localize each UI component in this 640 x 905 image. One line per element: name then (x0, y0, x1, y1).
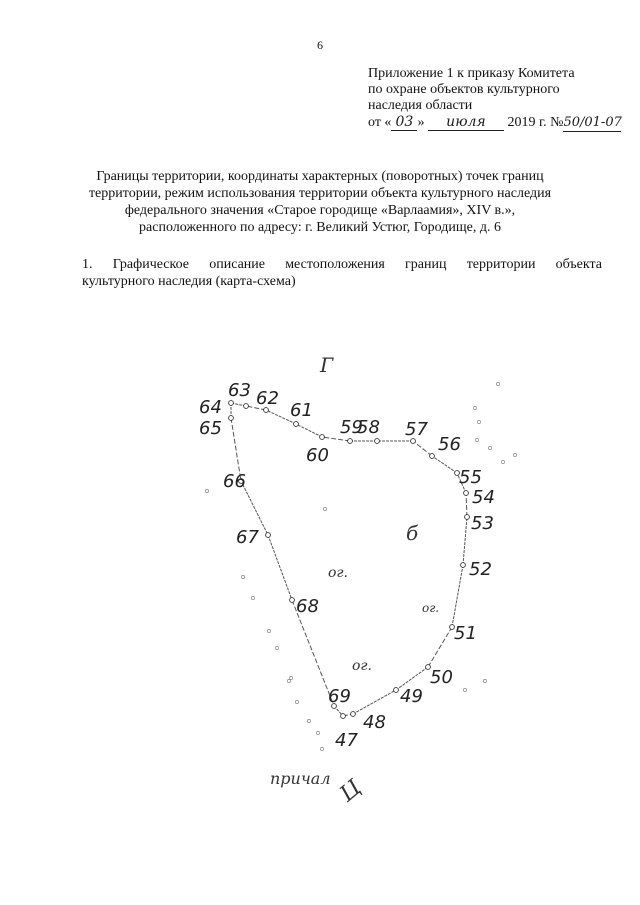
boundary-point-label: 59 (340, 417, 363, 438)
survey-dot (496, 382, 499, 385)
survey-dot (267, 629, 270, 632)
title-line-2: территории, режим использования территории объекта культурного наследия (88, 186, 552, 201)
date-day: 03 (391, 114, 417, 131)
date-year: 2019 г. № (507, 115, 564, 130)
title-line-1: Границы территории, координаты характерных (поворотных) точек границ (96, 169, 544, 184)
appendix-line-1: Приложение 1 к приказу Комитета (368, 66, 575, 81)
boundary-segment (432, 456, 457, 473)
boundary-point-marker (290, 598, 295, 603)
boundary-segment (452, 565, 463, 627)
boundary-point-label: 55 (459, 467, 482, 488)
page-number: 6 (317, 38, 323, 52)
section-line-1: 1. Графическое описание местоположения границ территории объекта (82, 257, 602, 272)
boundary-point-label: 69 (328, 686, 351, 707)
appendix-header (368, 66, 628, 132)
title-line-4: расположенного по адресу: г. Великий Устюг, Городище, д. 6 (139, 220, 501, 235)
boundary-point-label: 47 (335, 730, 358, 751)
boundary-point-marker (351, 712, 356, 717)
survey-dot (275, 646, 278, 649)
survey-dot (295, 700, 298, 703)
survey-dot (323, 507, 326, 510)
boundary-point-label: 60 (306, 445, 329, 466)
boundary-point-marker (375, 439, 380, 444)
survey-dot (316, 731, 319, 734)
boundary-segment (413, 441, 432, 456)
boundary-map (0, 340, 640, 820)
og-label-1: ог. (328, 565, 348, 581)
north-letter: Г (320, 353, 334, 377)
survey-dot (320, 747, 323, 750)
og-label-2: ог. (422, 601, 440, 615)
south-letter: Ц (335, 775, 367, 808)
boundary-point-label: 61 (290, 400, 313, 421)
boundary-point-marker (348, 439, 353, 444)
section-line-2: культурного наследия (карта-схема) (82, 274, 296, 289)
boundary-point-label: 57 (405, 419, 428, 440)
title-line-3: федерального значения «Старое городище «Варлаамия», XIV в.», (124, 203, 516, 218)
boundary-segment (428, 627, 452, 667)
boundary-point-label: 68 (296, 596, 319, 617)
boundary-point-label: 53 (471, 513, 494, 534)
survey-dot (241, 575, 244, 578)
survey-dot (251, 596, 254, 599)
boundary-point-label: 65 (199, 418, 222, 439)
survey-dot (501, 460, 504, 463)
boundary-point-marker (229, 416, 234, 421)
survey-dot (289, 676, 292, 679)
boundary-point-label: 50 (430, 667, 453, 688)
order-date-line (368, 114, 628, 132)
appendix-line-3: наследия области (368, 98, 473, 113)
survey-dot (287, 679, 290, 682)
boundary-point-marker (244, 404, 249, 409)
boundary-segment (296, 424, 322, 437)
date-sep: » (417, 115, 425, 130)
boundary-point-marker (320, 435, 325, 440)
survey-dot (477, 420, 480, 423)
boundary-point-marker (294, 422, 299, 427)
survey-dot (513, 453, 516, 456)
boundary-point-label: 64 (199, 397, 222, 418)
boundary-point-label: 62 (256, 388, 279, 409)
boundary-point-label: 51 (454, 623, 477, 644)
pier-label: причал (270, 769, 331, 788)
survey-dot (463, 688, 466, 691)
og-label-3: ог. (352, 658, 372, 674)
boundary-point-label: 48 (363, 712, 386, 733)
survey-dot (483, 679, 486, 682)
survey-dot (307, 719, 310, 722)
survey-dot (205, 489, 208, 492)
boundary-point-marker (461, 563, 466, 568)
order-number: 50/01-07 (563, 115, 622, 130)
boundary-segment (466, 493, 467, 517)
boundary-point-label: 67 (236, 527, 259, 548)
survey-dot (488, 446, 491, 449)
boundary-point-marker (266, 533, 271, 538)
boundary-point-label: 49 (400, 686, 423, 707)
boundary-point-marker (430, 454, 435, 459)
boundary-segment (353, 690, 396, 714)
boundary-point-label: 52 (469, 559, 492, 580)
boundary-point-marker (394, 688, 399, 693)
boundary-segment (463, 517, 467, 565)
date-month: июля (428, 114, 504, 131)
boundary-segment (268, 535, 292, 600)
boundary-point-marker (341, 714, 346, 719)
boundary-point-label: 54 (472, 487, 495, 508)
document-title (60, 168, 580, 236)
boundary-point-label: 63 (228, 380, 251, 401)
date-prefix: от « (368, 115, 392, 130)
boundary-point-label: 66 (223, 471, 246, 492)
survey-dot (475, 438, 478, 441)
boundary-point-marker (464, 491, 469, 496)
boundary-point-label: 56 (438, 434, 461, 455)
inner-mark: б (406, 521, 419, 545)
section-heading (82, 256, 602, 290)
boundary-point-label: 58 (357, 417, 380, 438)
boundary-point-marker (465, 515, 470, 520)
appendix-line-2: по охране объектов культурного (368, 82, 560, 97)
boundary-point-marker (229, 401, 234, 406)
survey-dot (473, 406, 476, 409)
